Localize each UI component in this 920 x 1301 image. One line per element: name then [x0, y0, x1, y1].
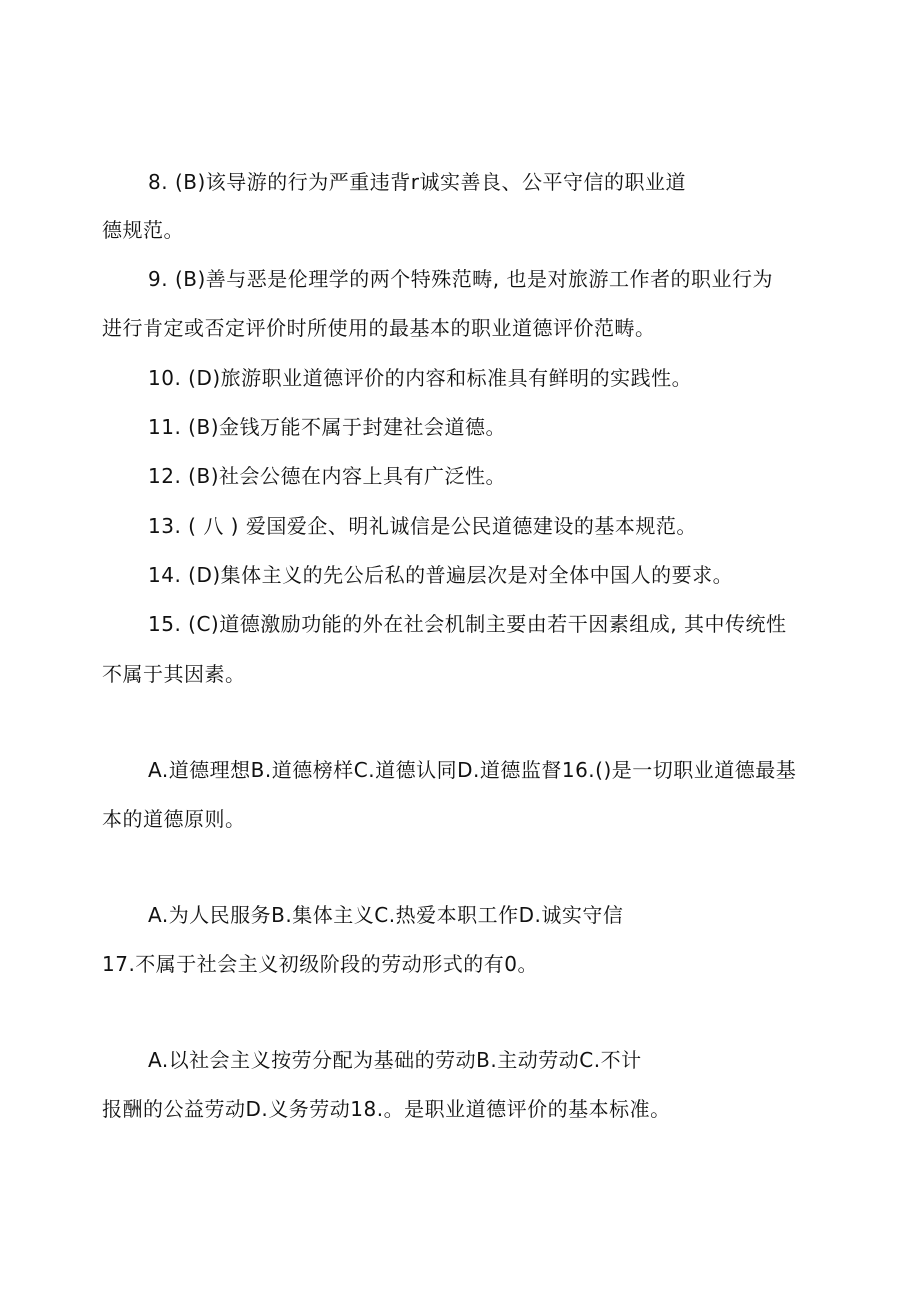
- text-line-item-12: 12. (B)社会公德在内容上具有广泛性。: [148, 464, 506, 488]
- text-line-item-8: 8. (B)该导游的行为严重违背r诚实善良、公平守信的职业道: [148, 170, 686, 194]
- text-line-item-15: 15. (C)道德激励功能的外在社会机制主要由若干因素组成, 其中传统性: [148, 612, 787, 636]
- text-line-item-9-cont: 进行肯定或否定评价时所使用的最基本的职业道德评价范畴。: [102, 316, 656, 340]
- text-line-options-17-q18: 报酬的公益劳动D.义务劳动18.。是职业道德评价的基本标准。: [102, 1097, 671, 1121]
- text-line-item-13: 13. ( 八 ) 爱国爱企、明礼诚信是公民道德建设的基本规范。: [148, 514, 697, 538]
- text-line-item-9: 9. (B)善与恶是伦理学的两个特殊范畴, 也是对旅游工作者的职业行为: [148, 267, 773, 291]
- text-line-item-11: 11. (B)金钱万能不属于封建社会道德。: [148, 415, 506, 439]
- text-line-options-17: A.以社会主义按劳分配为基础的劳动B.主动劳动C.不计: [148, 1048, 642, 1072]
- text-line-q16-cont: 本的道德原则。: [102, 807, 246, 831]
- text-line-item-8-cont: 德规范。: [102, 218, 184, 242]
- text-line-options-15-q16: A.道德理想B.道德榜样C.道德认同D.道德监督16.()是一切职业道德最基: [148, 758, 797, 782]
- text-line-item-15-cont: 不属于其因素。: [102, 662, 246, 686]
- text-line-item-10: 10. (D)旅游职业道德评价的内容和标准具有鲜明的实践性。: [148, 366, 693, 390]
- text-line-options-16: A.为人民服务B.集体主义C.热爱本职工作D.诚实守信: [148, 903, 624, 927]
- text-line-q17: 17.不属于社会主义初级阶段的劳动形式的有0。: [102, 952, 539, 976]
- text-line-item-14: 14. (D)集体主义的先公后私的普遍层次是对全体中国人的要求。: [148, 563, 734, 587]
